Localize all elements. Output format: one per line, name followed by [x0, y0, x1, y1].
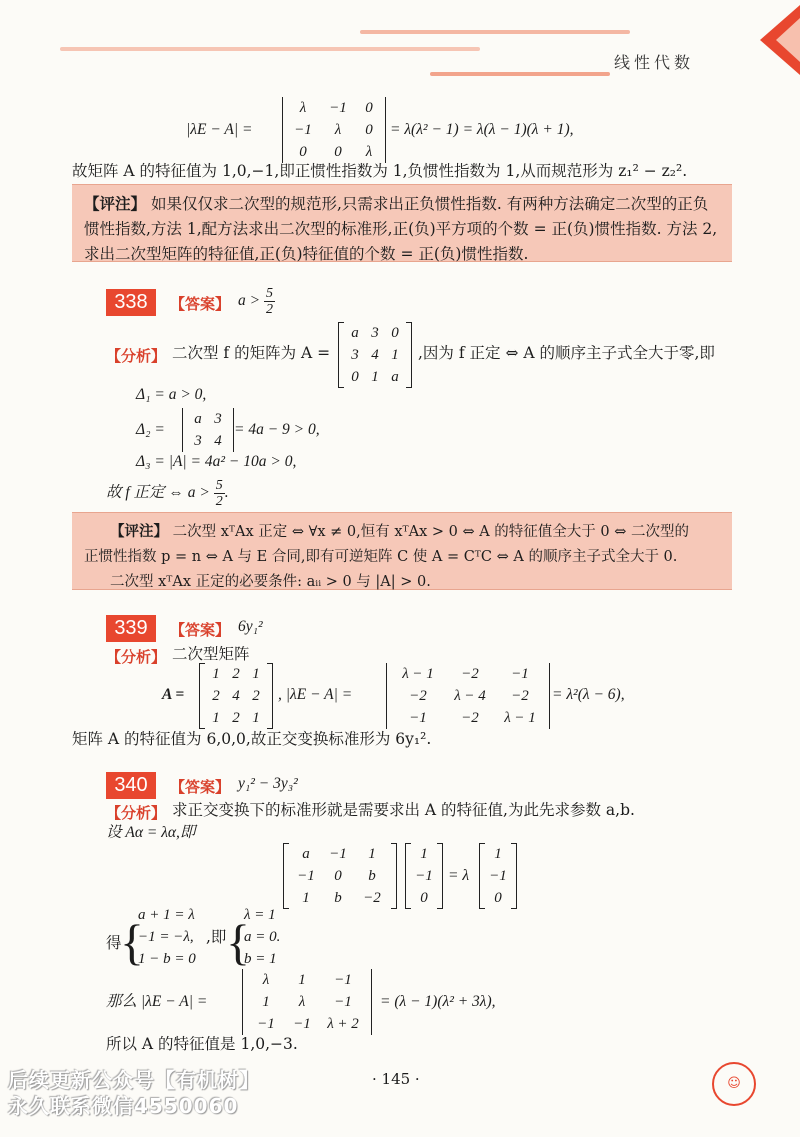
- det-cell: 3: [194, 433, 202, 449]
- det-cell: −2: [511, 688, 529, 704]
- det-cell: 4: [214, 433, 222, 449]
- analysis-tag-339: 【分析】: [106, 648, 167, 666]
- answer-339: 6y₁²: [238, 618, 263, 635]
- matrix-cell: 2: [232, 666, 240, 682]
- fraction-den: 2: [215, 494, 223, 509]
- vector-1-340: [412, 843, 436, 909]
- top-conclusion: 故矩阵 A 的特征值为 1,0,−1,即正惯性指数为 1,负惯性指数为 1,从而规范形为 z₁² − z₂².: [72, 162, 688, 180]
- vector-cell: −1: [415, 868, 433, 884]
- header-rule-1: [360, 30, 630, 34]
- matrix-340: [290, 843, 390, 909]
- corner-arrow-icon: [730, 0, 800, 80]
- top-det-cell: 0: [365, 122, 373, 138]
- det-340: [248, 969, 366, 1035]
- note-338: [72, 512, 732, 590]
- det-cell: −2: [461, 666, 479, 682]
- system-2-340: [244, 904, 280, 970]
- matrix-cell: 2: [212, 688, 220, 704]
- note-line-1-text: 二次型 xᵀAx 正定 ⇔ ∀x ≠ 0,恒有 xᵀAx > 0 ⇔ A 的特征值全大于 0 ⇔ 二次型的: [172, 524, 690, 540]
- conclusion-338: 故 f 正定 ⇔ a > $\frac{5}{2}$ .: [106, 478, 229, 509]
- matrix-cell: a: [351, 325, 359, 341]
- analysis-cont-338: ,因为 f 正定 ⇔ A 的顺序主子式全大于零,即: [418, 344, 715, 362]
- det-cell: a: [194, 411, 202, 427]
- matrix-cell: 1: [302, 890, 310, 906]
- system-line: −1 = −λ,: [138, 929, 194, 945]
- rhs-339: = λ²(λ − 6),: [552, 686, 625, 703]
- det-cell: −1: [511, 666, 529, 682]
- note-tag: 【评注】: [110, 523, 168, 540]
- conclusion-340: 所以 A 的特征值是 1,0,−3.: [106, 1035, 298, 1053]
- vector-cell: 0: [420, 890, 428, 906]
- det-cell: λ − 1: [402, 666, 434, 682]
- matrix-cell: 1: [212, 710, 220, 726]
- matrix-cell: 0: [351, 369, 359, 385]
- conclusion-prefix: 故 f 正定 ⇔ a >: [106, 484, 210, 502]
- det-cell: −1: [334, 972, 352, 988]
- matrix-338: [345, 322, 405, 388]
- delta-1: Δ₁ = a > 0,: [136, 386, 207, 403]
- det-cell: −1: [334, 994, 352, 1010]
- answer-fraction: [264, 286, 275, 317]
- analysis-intro-338: 二次型 f 的矩阵为 A =: [172, 344, 331, 362]
- det-cell: −1: [293, 1016, 311, 1032]
- det-339: [392, 663, 544, 729]
- det-cell: λ + 2: [327, 1016, 359, 1032]
- note-line-2: 正惯性指数 p = n ⇔ A 与 E 合同,即有可逆矩阵 C 使 A = CᵀC ⇔ A 的顺序主子式全大于 0.: [84, 549, 678, 565]
- conclusion-fraction: [214, 478, 225, 509]
- system-line: λ = 1: [244, 907, 276, 923]
- header-rule-3: [430, 72, 610, 76]
- note-line-3: 二次型 xᵀAx 正定的必要条件: aᵢᵢ > 0 与 |A| > 0.: [110, 574, 431, 590]
- note-tag: 【评注】: [84, 194, 147, 213]
- top-det-cell: −1: [329, 100, 347, 116]
- publisher-logo-icon: ☺: [712, 1062, 756, 1106]
- det-cell: λ − 1: [504, 710, 536, 726]
- delta-2-lhs: Δ₂ =: [136, 421, 165, 438]
- watermark-line-2: 永久联系微信4550060: [8, 1094, 239, 1118]
- matrix-cell: 2: [232, 710, 240, 726]
- note-text: 如果仅仅求二次型的规范形,只需求出正负惯性指数. 有两种方法确定二次型的正负惯性指数,方法 1,配方法求出二次型的标准形,正(负)平方项的个数 = 正(负)惯性指数. 方法 2,求出二次型矩阵的特征值,正(负)特征值的个数 = 正(负)惯性指数.: [84, 195, 718, 263]
- matrix-cell: 1: [371, 369, 379, 385]
- matrix-cell: 4: [232, 688, 240, 704]
- vector-cell: 1: [420, 846, 428, 862]
- brace-left-1: {: [120, 914, 144, 970]
- matrix-cell: a: [391, 369, 399, 385]
- answer-tag-338: 【答案】: [170, 295, 231, 313]
- matrix-cell: 2: [252, 688, 260, 704]
- det-cell: 1: [262, 994, 270, 1010]
- vector-cell: 0: [494, 890, 502, 906]
- system-line: b = 1: [244, 951, 277, 967]
- top-det-rhs: = λ(λ² − 1) = λ(λ − 1)(λ + 1),: [390, 121, 574, 138]
- problem-number-339: 339: [106, 615, 156, 642]
- top-det-cell: λ: [334, 122, 342, 138]
- conclusion-339: 矩阵 A 的特征值为 6,0,0,故正交变换标准形为 6y₁².: [72, 730, 432, 748]
- system-1-340: [138, 904, 196, 970]
- answer-338: [238, 286, 275, 317]
- det-cell: −2: [461, 710, 479, 726]
- matrix-cell: 3: [351, 347, 359, 363]
- top-det-cell: 0: [334, 144, 342, 160]
- det-cell: λ: [262, 972, 270, 988]
- ji-340: ,即: [206, 928, 227, 946]
- eq-lambda-340: = λ: [448, 867, 470, 884]
- analysis-tag-338: 【分析】: [106, 347, 167, 365]
- top-det-cell: 0: [299, 144, 307, 160]
- det-cell: 1: [298, 972, 306, 988]
- matrix-cell: 4: [371, 347, 379, 363]
- answer-prefix: a >: [238, 292, 261, 310]
- delta-2-rhs: = 4a − 9 > 0,: [234, 421, 320, 438]
- vector-2-340: [486, 843, 510, 909]
- watermark-line-1: 后续更新公众号【有机树】: [8, 1068, 260, 1092]
- matrix-cell: 1: [212, 666, 220, 682]
- matrix-cell: 0: [334, 868, 342, 884]
- top-note: [72, 184, 732, 262]
- matrix-cell: 0: [391, 325, 399, 341]
- then-rhs-340: = (λ − 1)(λ² + 3λ),: [380, 993, 496, 1010]
- de-340: 得: [106, 934, 122, 952]
- matrix-cell: 1: [252, 666, 260, 682]
- fraction-num: 5: [215, 478, 223, 493]
- a-label-339: A =: [162, 686, 185, 703]
- analysis-tag-340: 【分析】: [106, 804, 167, 822]
- matrix-cell: −1: [297, 868, 315, 884]
- fraction-den: 2: [265, 302, 273, 317]
- chapter-title: 线性代数: [614, 53, 695, 72]
- matrix-cell: −1: [329, 846, 347, 862]
- matrix-cell: 3: [371, 325, 379, 341]
- fraction-num: 5: [265, 286, 273, 301]
- system-line: a = 0.: [244, 929, 281, 945]
- matrix-cell: a: [302, 846, 310, 862]
- det-cell: λ − 4: [454, 688, 486, 704]
- system-line: a + 1 = λ: [138, 907, 195, 923]
- det-cell: −2: [409, 688, 427, 704]
- brace-left-2: {: [226, 914, 250, 970]
- top-det-lhs: |λE − A| =: [186, 121, 253, 138]
- analysis-intro-339: 二次型矩阵: [172, 645, 250, 663]
- matrix-cell: b: [334, 890, 342, 906]
- problem-number-340: 340: [106, 772, 156, 799]
- note-line-1: [84, 519, 722, 545]
- matrix-cell: 1: [368, 846, 376, 862]
- answer-340: y₁² − 3y₃²: [238, 775, 298, 792]
- matrix-cell: −2: [363, 890, 381, 906]
- matrix-cell: b: [368, 868, 376, 884]
- top-det-cell: 0: [365, 100, 373, 116]
- problem-number-338: 338: [106, 289, 156, 316]
- matrix-cell: 1: [252, 710, 260, 726]
- det-cell: −1: [409, 710, 427, 726]
- system-line: 1 − b = 0: [138, 951, 196, 967]
- header-rule-2: [60, 47, 480, 51]
- matrix-339: [206, 663, 266, 729]
- vector-cell: 1: [494, 846, 502, 862]
- analysis-intro-340: 求正交变换下的标准形就是需要求出 A 的特征值,为此先求参数 a,b.: [172, 801, 635, 819]
- mid-339: , |λE − A| =: [278, 686, 353, 703]
- matrix-cell: 1: [391, 347, 399, 363]
- det-cell: −1: [257, 1016, 275, 1032]
- det-cell: λ: [298, 994, 306, 1010]
- top-det-cell: λ: [299, 100, 307, 116]
- det-cell: 3: [214, 411, 222, 427]
- then-lhs-340: 那么 |λE − A| =: [106, 993, 208, 1010]
- answer-tag-340: 【答案】: [170, 778, 231, 796]
- set-line-340: 设 Aα = λα,即: [106, 824, 196, 841]
- page-number: · 145 ·: [372, 1070, 420, 1088]
- top-det: [288, 97, 380, 163]
- top-det-cell: −1: [294, 122, 312, 138]
- delta-2-det: [188, 408, 228, 452]
- vector-cell: −1: [489, 868, 507, 884]
- delta-3: Δ₃ = |A| = 4a² − 10a > 0,: [136, 453, 297, 470]
- top-det-cell: λ: [365, 144, 373, 160]
- answer-tag-339: 【答案】: [170, 621, 231, 639]
